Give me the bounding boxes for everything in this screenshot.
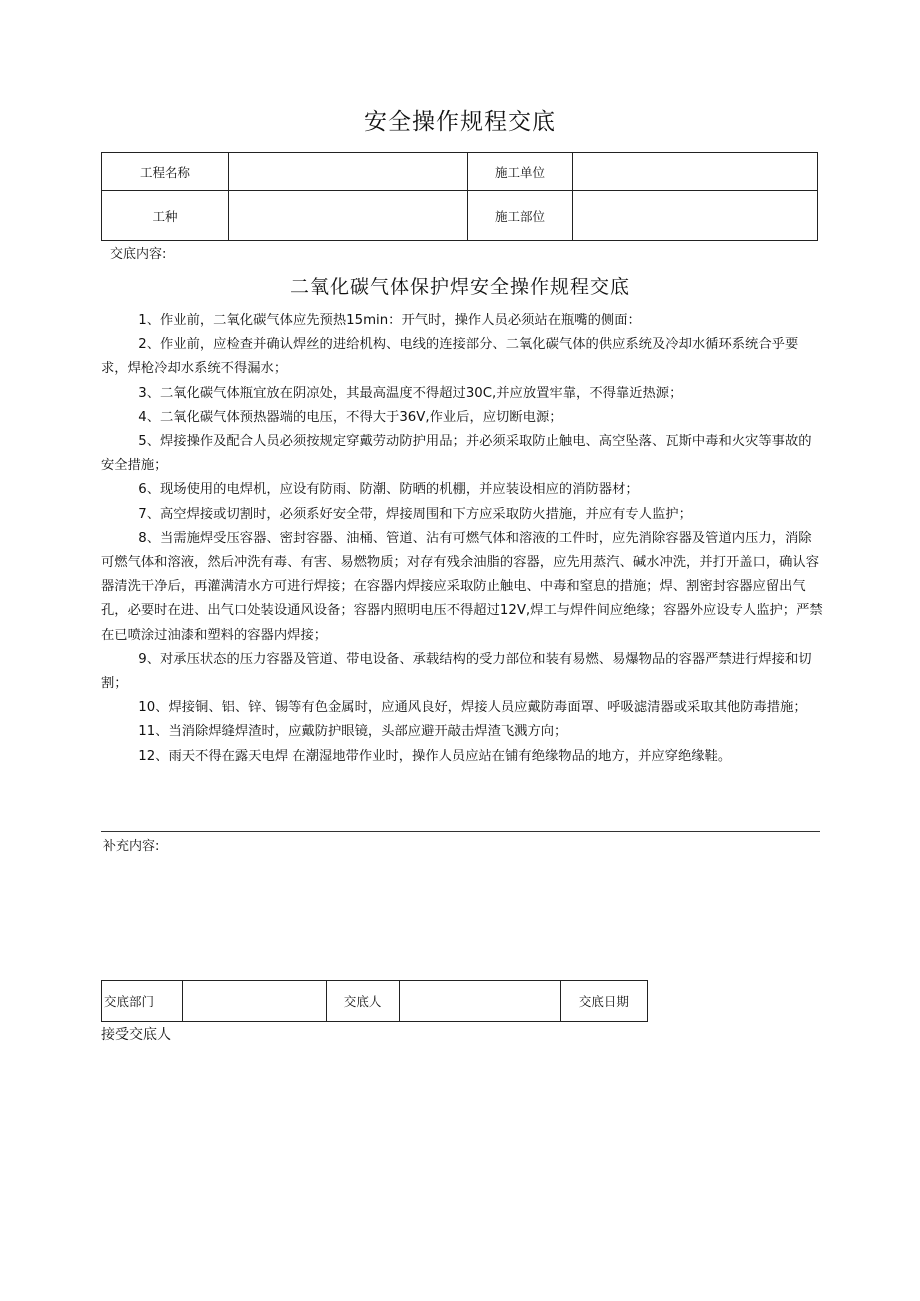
supplement-label: 补充内容: <box>103 839 160 854</box>
receiver-label: 接受交底人 <box>101 1027 171 1043</box>
sign-table <box>101 980 648 1022</box>
construction-part-label: 施工部位 <box>468 191 573 241</box>
document-title: 安全操作规程交底 <box>364 109 556 135</box>
rule-item: 2、作业前，应检查并确认焊丝的进给机构、电线的连接部分、二氧化碳气体的供应系统及冷却水循环系统合乎要求，焊枪冷却水系统不得漏水； <box>101 337 799 377</box>
info-table <box>101 152 818 241</box>
info-row <box>102 153 818 191</box>
rule-item: 10、焊接铜、铝、锌、锡等有色金属时，应通风良好，焊接人员应戴防毒面罩、呼吸滤清器或采取其他防毒措施； <box>138 700 807 716</box>
section-divider <box>101 831 820 832</box>
construction-part-field[interactable] <box>573 191 818 241</box>
sign-row <box>102 981 648 1022</box>
project-name-label: 工程名称 <box>102 153 229 191</box>
content-label: 交底内容: <box>110 247 167 262</box>
rule-item: 12、雨天不得在露天电焊 在潮湿地带作业时，操作人员应站在铺有绝缘物品的地方，并应穿绝缘鞋。 <box>138 748 732 764</box>
dept-label: 交底部门 <box>102 981 183 1022</box>
rule-item: 1、作业前，二氧化碳气体应先预热15min：开气时，操作人员必须站在瓶嘴的侧面： <box>138 313 641 328</box>
rule-item: 5、焊接操作及配合人员必须按规定穿戴劳动防护用品；并必须采取防止触电、高空坠落、瓦斯中毒和火灾等事故的安全措施； <box>101 434 812 474</box>
project-name-field[interactable] <box>229 153 468 191</box>
rule-item: 8、当需施焊受压容器、密封容器、油桶、管道、沾有可燃气体和溶液的工件时，应先消除容器及管道内压力，消除可燃气体和溶液，然后冲洗有毒、有害、易燃物质；对存有残余油脂的容器，应先用蒸汽、碱水冲洗，并打开盖口，确认容器清洗干净后，再灌满清水方可进行焊接；在容器内焊接应采取防止触电、中毒和窒息的措施；焊、割密封容器应留出气孔，必要时在进、出气口处装设通风设备；容器内照明电压不得超过12V,焊工与焊件间应绝缘；容器外应设专人监护；严禁在已喷涂过油漆和塑料的容器内焊接； <box>101 530 823 643</box>
rule-item: 11、当消除焊缝焊渣时，应戴防护眼镜，头部应避开敲击焊渣飞溅方向； <box>138 724 568 740</box>
person-label: 交底人 <box>326 981 399 1022</box>
trade-label: 工种 <box>102 191 229 241</box>
rule-item: 7、高空焊接或切割时，必须系好安全带，焊接周围和下方应采取防火措施，并应有专人监护； <box>138 506 692 522</box>
construction-unit-field[interactable] <box>573 153 818 191</box>
dept-field[interactable] <box>183 981 326 1022</box>
rule-item: 6、现场使用的电焊机，应设有防雨、防潮、防晒的机棚，并应装设相应的消防器材； <box>138 482 639 498</box>
rule-item: 9、对承压状态的压力容器及管道、带电设备、承载结构的受力部位和装有易燃、易爆物品的容器严禁进行焊接和切割； <box>101 651 812 692</box>
person-field[interactable] <box>399 981 560 1022</box>
rule-item: 3、二氧化碳气体瓶宜放在阴凉处，其最高温度不得超过30C,并应放置牢靠，不得靠近热源； <box>138 385 683 401</box>
content-subtitle: 二氧化碳气体保护焊安全操作规程交底 <box>289 276 630 298</box>
rule-item: 4、二氧化碳气体预热器端的电压，不得大于36V,作业后，应切断电源； <box>138 409 563 425</box>
rules-list <box>101 309 823 769</box>
construction-unit-label: 施工单位 <box>468 153 573 191</box>
info-row <box>102 191 818 241</box>
date-label: 交底日期 <box>560 981 647 1022</box>
trade-field[interactable] <box>229 191 468 241</box>
